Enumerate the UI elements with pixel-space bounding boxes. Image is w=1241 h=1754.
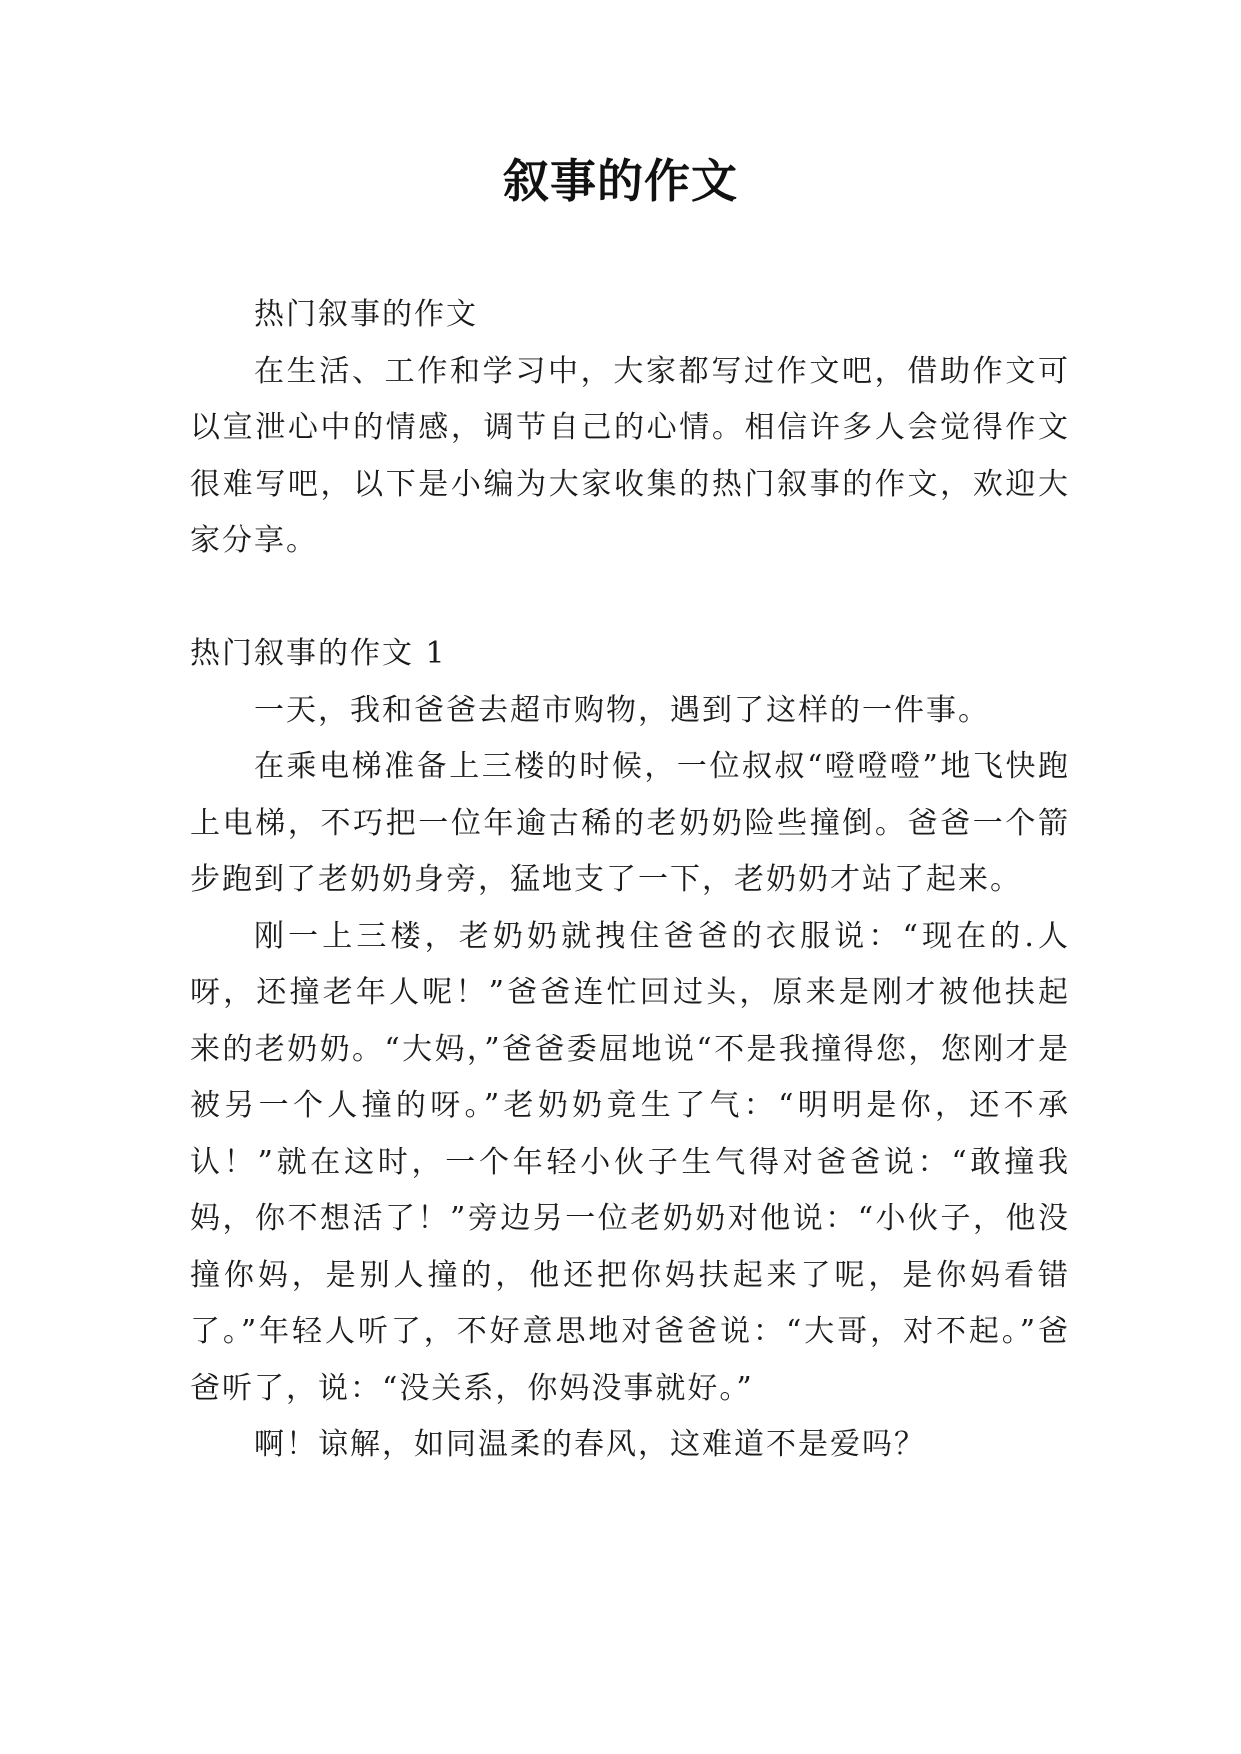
essay-1-heading: 热门叙事的作文 1 (190, 636, 447, 671)
essay-1-paragraph-3: 刚一上三楼，老奶奶就拽住爸爸的衣服说：“现在的.人呀，还撞老年人呢！”爸爸连忙回过头，原来是刚才被他扶起来的老奶奶。“大妈，”爸爸委屈地说“不是我撞得您，您刚才是被另一个人撞的呀。”老奶奶竟生了气：“明明是你，还不承认！”就在这时，一个年轻小伙子生气得对爸爸说：“敢撞我妈，你不想活了！”旁边另一位老奶奶对他说：“小伙子，他没撞你妈，是别人撞的，他还把你妈扶起来了呢，是你妈看错了。”年轻人听了，不好意思地对爸爸说：“大哥，对不起。”爸爸听了，说：“没关系，你妈没事就好。” (190, 918, 1070, 1406)
intro-heading: 热门叙事的作文 (254, 297, 478, 332)
document-title: 叙事的作文 (503, 154, 738, 208)
essay-1-paragraph-4: 啊！谅解，如同温柔的春风，这难道不是爱吗？ (254, 1427, 926, 1462)
intro-paragraph: 在生活、工作和学习中，大家都写过作文吧，借助作文可以宣泄心中的情感，调节自己的心情。相信许多人会觉得作文很难写吧，以下是小编为大家收集的热门叙事的作文，欢迎大家分享。 (190, 353, 1070, 558)
document-body (190, 287, 1070, 1474)
essay-1-paragraph-2: 在乘电梯准备上三楼的时候，一位叔叔“噔噔噔”地飞快跑上电梯，不巧把一位年逾古稀的老奶奶险些撞倒。爸爸一个箭步跑到了老奶奶身旁，猛地支了一下，老奶奶才站了起来。 (190, 749, 1070, 897)
essay-1-paragraph-1: 一天，我和爸爸去超市购物，遇到了这样的一件事。 (254, 692, 990, 728)
